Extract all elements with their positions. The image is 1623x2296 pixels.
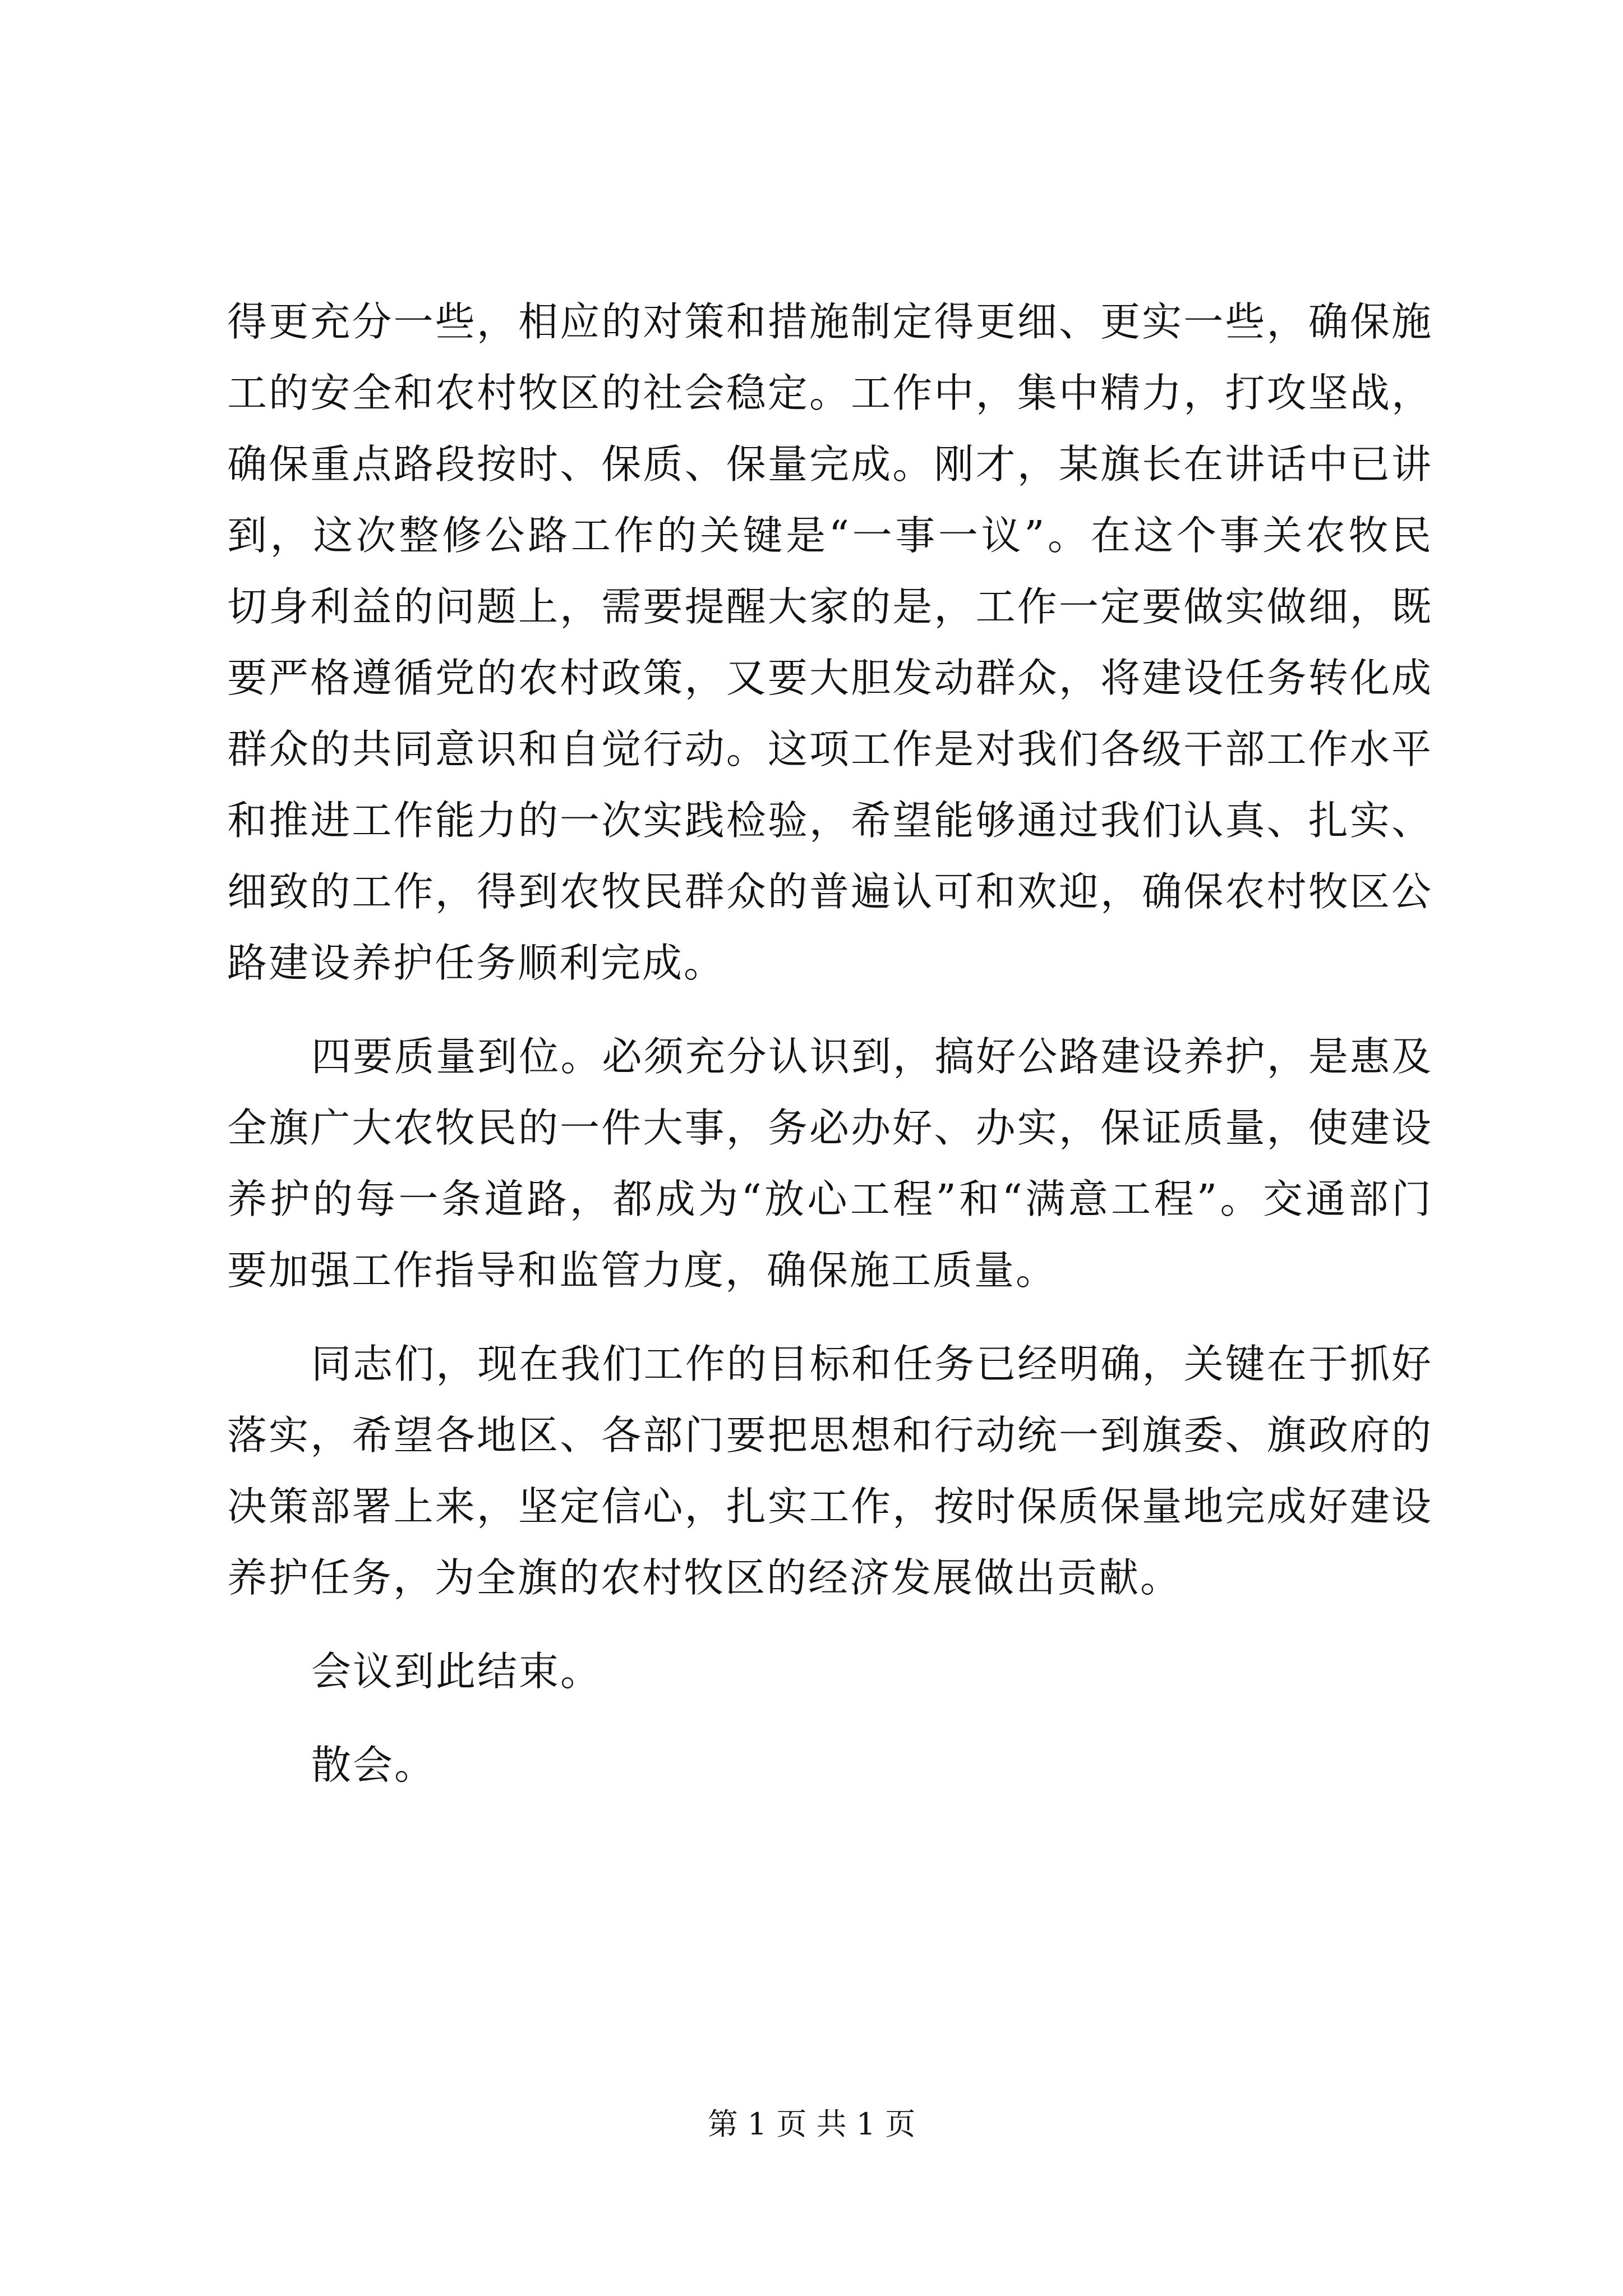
page-footer: 第 1 页 共 1 页	[707, 2106, 916, 2142]
document-body	[227, 286, 1433, 1801]
paragraph-meeting-end: 会议到此结束。	[311, 1648, 602, 1695]
paragraph-quality: 四要质量到位。必须充分认识到，搞好公路建设养护，是惠及全旗广大农牧民的一件大事，务必办好、办实，保证质量，使建设养护的每一条道路，都成为“放心工程”和“满意工程”。交通部门要加强工作指导和监管力度，确保施工质量。	[227, 1033, 1433, 1294]
paragraph-adjourn: 散会。	[311, 1742, 436, 1788]
paragraph-continued: 得更充分一些，相应的对策和措施制定得更细、更实一些，确保施工的安全和农村牧区的社会稳定。工作中，集中精力，打攻坚战，确保重点路段按时、保质、保量完成。刚才，某旗长在讲话中已讲到，这次整修公路工作的关键是“一事一议”。在这个事关农牧民切身利益的问题上，需要提醒大家的是，工作一定要做实做细，既要严格遵循党的农村政策，又要大胆发动群众，将建设任务转化成群众的共同意识和自觉行动。这项工作是对我们各级干部工作水平和推进工作能力的一次实践检验，希望能够通过我们认真、扎实、细致的工作，得到农牧民群众的普遍认可和欢迎，确保农村牧区公路建设养护任务顺利完成。	[227, 298, 1433, 986]
paragraph-closing-remarks: 同志们，现在我们工作的目标和任务已经明确，关键在于抓好落实，希望各地区、各部门要把思想和行动统一到旗委、旗政府的决策部署上来，坚定信心，扎实工作，按时保质保量地完成好建设养护任务，为全旗的农村牧区的经济发展做出贡献。	[227, 1341, 1433, 1601]
